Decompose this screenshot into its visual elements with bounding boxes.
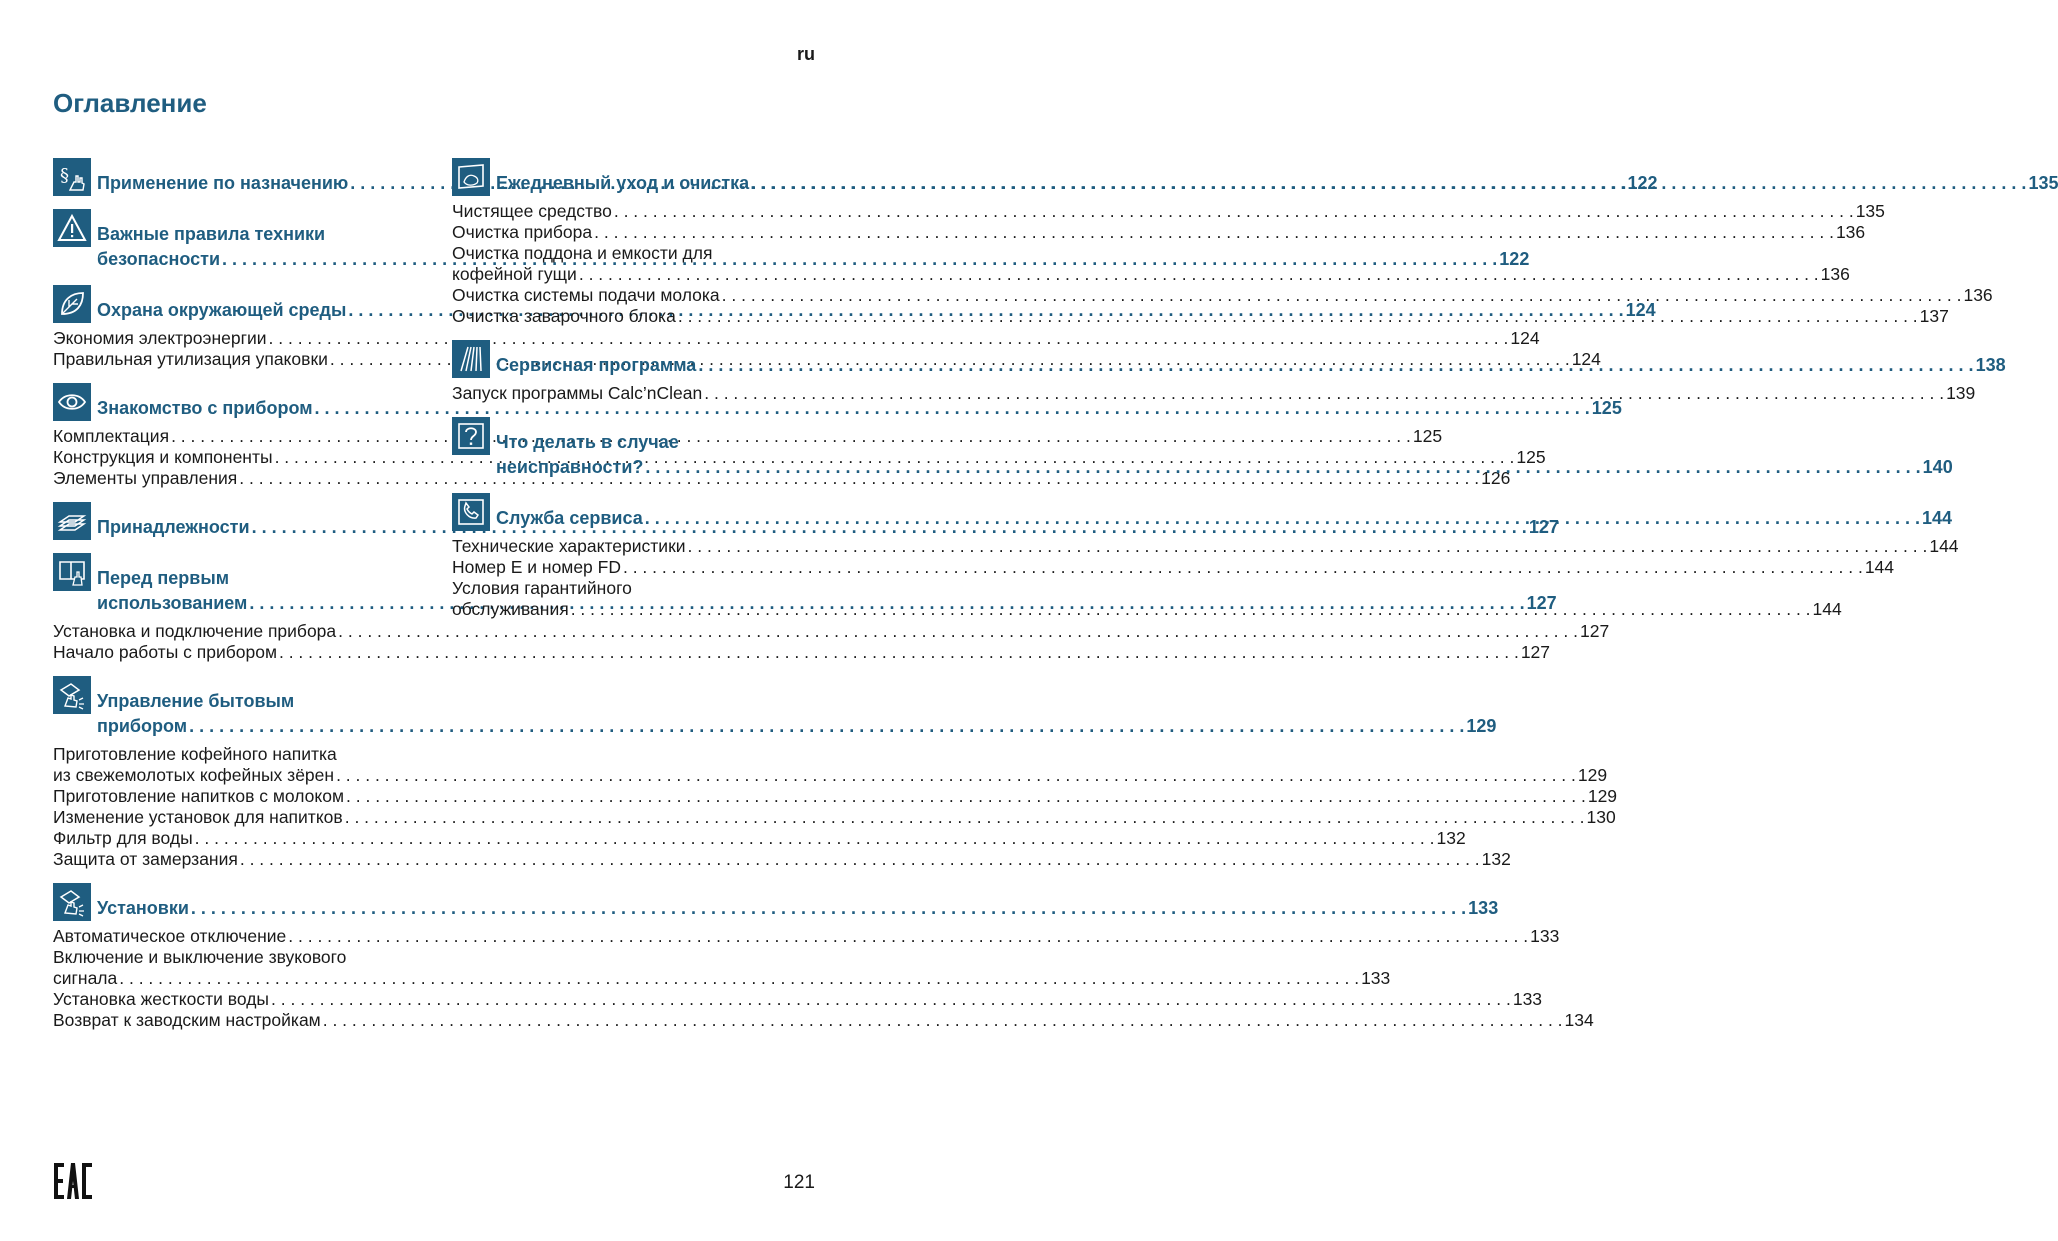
- toc-entry[interactable]: [53, 989, 1543, 1010]
- section-title: [496, 340, 2006, 378]
- toc-entry[interactable]: [53, 1010, 1594, 1031]
- toc-entry[interactable]: [53, 328, 1540, 349]
- entry-line: [53, 328, 1540, 349]
- entry-line: [53, 989, 1543, 1010]
- entry-text: Экономия электроэнергии: [53, 328, 267, 348]
- entry-line: [452, 201, 1885, 222]
- toc-entry[interactable]: [53, 947, 1391, 989]
- entry-text-line: Включение и выключение звукового: [53, 947, 347, 967]
- dot-leader: [277, 642, 1521, 663]
- toc-entry[interactable]: [452, 222, 1866, 243]
- dot-leader: [621, 557, 1865, 578]
- entry-line: [53, 786, 1618, 807]
- entry-text: Автоматическое отключение: [53, 926, 287, 946]
- section-title-line: Важные правила техники: [97, 224, 326, 244]
- entry-page: 125: [1412, 426, 1443, 446]
- dot-leader: [577, 264, 1821, 285]
- leaf-icon: [53, 285, 91, 323]
- section-title-line: [97, 714, 1496, 739]
- entry-text: из свежемолотых кофейных зёрен: [53, 765, 335, 785]
- entry-line: [53, 926, 1560, 947]
- entry-text: Изменение установок для напитков: [53, 807, 343, 827]
- section-title-page: 138: [1975, 355, 2006, 375]
- toc-entry[interactable]: [53, 926, 1560, 947]
- toc-entry[interactable]: [53, 807, 1616, 828]
- section-title-page: 127: [1528, 517, 1559, 537]
- entry-page: 132: [1436, 828, 1466, 848]
- entry-text: Очистка системы подачи молока: [452, 285, 720, 305]
- entry-text-line: Условия гарантийного: [452, 578, 632, 598]
- section-title-page: 125: [1591, 398, 1622, 418]
- section-title-page: 133: [1468, 898, 1499, 918]
- section-title: [496, 417, 1953, 480]
- dot-leader: [238, 849, 1482, 870]
- section-title-line: [496, 455, 1953, 480]
- entry-page: 144: [1929, 536, 1959, 556]
- entry-page: 130: [1586, 807, 1616, 827]
- section-title-text: Служба сервиса: [496, 508, 643, 528]
- entry-page: 144: [1864, 557, 1895, 577]
- section-title-text: Знакомство с прибором: [97, 398, 313, 418]
- toc-section[interactable]: [53, 676, 1618, 870]
- entry-text: Защита от замерзания: [53, 849, 238, 869]
- section-title-page: 144: [1921, 508, 1953, 528]
- toc-entry[interactable]: [452, 201, 1885, 222]
- entry-text: сигнала: [53, 968, 118, 988]
- section-title-text: безопасности: [97, 249, 221, 269]
- hand-control-icon: [53, 676, 91, 714]
- section-entries: [53, 926, 1594, 1031]
- entry-text: Запуск программы Calc’nClean: [452, 383, 703, 403]
- toc-entry[interactable]: [53, 786, 1618, 807]
- section-title-text: Ежедневный уход и очистка: [496, 173, 750, 193]
- dot-leader: [569, 599, 1813, 620]
- dot-leader: [720, 285, 1964, 306]
- entry-line: [53, 807, 1616, 828]
- phone-icon: [452, 493, 490, 531]
- entry-page: 133: [1530, 926, 1560, 946]
- entry-text: Установка жесткости воды: [53, 989, 270, 1009]
- dot-leader: [643, 455, 1922, 480]
- entry-page: 136: [1835, 222, 1866, 242]
- entry-text: Очистка прибора: [452, 222, 593, 242]
- toc-entry[interactable]: [452, 536, 1959, 557]
- section-title-text: Применение по назначению: [97, 173, 349, 193]
- dot-leader: [187, 714, 1466, 739]
- layers-icon: [53, 502, 91, 540]
- entry-line: [53, 468, 1511, 489]
- toc-entry[interactable]: [452, 557, 1895, 578]
- entry-page: 144: [1812, 599, 1842, 619]
- dot-leader: [696, 353, 1975, 378]
- section-title: [496, 158, 2058, 196]
- section-entries: [452, 383, 1976, 404]
- entry-text-line: Приготовление кофейного напитка: [53, 744, 337, 764]
- section-heading[interactable]: [53, 676, 1497, 739]
- entry-line: [452, 264, 1850, 285]
- entry-line: [452, 536, 1959, 557]
- entry-line: [53, 765, 1608, 786]
- entry-page: 125: [1516, 447, 1546, 467]
- entry-text: Конструкция и компоненты: [53, 447, 273, 467]
- dot-leader: [189, 896, 1468, 921]
- entry-line: [53, 621, 1610, 642]
- page-number: 121: [783, 1172, 815, 1193]
- dot-leader: [643, 506, 1922, 531]
- dot-leader: [269, 989, 1513, 1010]
- entry-page: 133: [1512, 989, 1543, 1009]
- section-title: [496, 493, 1952, 531]
- entry-line: [452, 285, 1993, 306]
- entry-text: Правильная утилизация упаковки: [53, 349, 328, 369]
- entry-line: [452, 222, 1866, 243]
- entry-page: 124: [1571, 349, 1601, 369]
- dot-leader: [193, 828, 1437, 849]
- section-title-page: 124: [1625, 300, 1656, 320]
- entry-page: 129: [1587, 786, 1618, 806]
- entry-text: Номер E и номер FD: [452, 557, 621, 577]
- entry-page: 127: [1520, 642, 1551, 662]
- toc-section[interactable]: [53, 883, 1594, 1031]
- entry-text: Установка и подключение прибора: [53, 621, 337, 641]
- dot-leader: [592, 222, 1836, 243]
- entry-text: Технические характеристики: [452, 536, 686, 556]
- section-title-text: прибором: [97, 716, 188, 736]
- service-program-icon: [452, 340, 490, 378]
- question-icon: [452, 417, 490, 455]
- toc-entry[interactable]: [452, 285, 1993, 306]
- section-title-line: [97, 896, 1498, 921]
- section-title-text: Охрана окружающей среды: [97, 300, 347, 320]
- entry-text: Возврат к заводским настройкам: [53, 1010, 321, 1030]
- language-code: ru: [797, 44, 815, 64]
- section-title-line: Управление бытовым: [97, 691, 295, 711]
- entry-page: 133: [1361, 968, 1391, 988]
- section-title-text: Установки: [97, 898, 189, 918]
- entry-page: 134: [1564, 1010, 1594, 1030]
- toc-entry[interactable]: [53, 828, 1466, 849]
- book-hand-icon: [53, 553, 91, 591]
- dot-leader: [334, 765, 1578, 786]
- section-title-line: [496, 171, 2058, 196]
- section-title-text: Принадлежности: [97, 517, 250, 537]
- section-title-text: неисправности?: [496, 457, 644, 477]
- hand-control-icon: [53, 883, 91, 921]
- section-title-line: Что делать в случае: [496, 432, 679, 452]
- warning-icon: [53, 209, 91, 247]
- toc-entry[interactable]: [53, 468, 1511, 489]
- entry-page: 126: [1481, 468, 1511, 488]
- section-title-page: 135: [2028, 173, 2058, 193]
- dot-leader: [612, 201, 1856, 222]
- entry-text: кофейной гущи: [452, 264, 577, 284]
- entry-text: обслуживания: [452, 599, 569, 619]
- toc-entry[interactable]: [53, 642, 1551, 663]
- entry-line: [53, 849, 1511, 870]
- toc-entry[interactable]: [53, 849, 1511, 870]
- dot-leader: [344, 786, 1588, 807]
- dot-leader: [286, 926, 1530, 947]
- section-title-line: Перед первым: [97, 568, 230, 588]
- section-title-page: 140: [1922, 457, 1953, 477]
- section-title-line: [496, 353, 2006, 378]
- dot-leader: [117, 968, 1361, 989]
- entry-text: Комплектация: [53, 426, 170, 446]
- entry-line: [53, 968, 1391, 989]
- entry-text: Элементы управления: [53, 468, 238, 488]
- section-title-text: использованием: [97, 593, 248, 613]
- section-title-page: 122: [1499, 249, 1530, 269]
- section-title: [97, 883, 1498, 921]
- section-title-page: 122: [1627, 173, 1658, 193]
- svg-text:§: §: [60, 165, 69, 186]
- dot-leader: [749, 171, 2028, 196]
- entry-line: [452, 557, 1895, 578]
- toc-entry[interactable]: [452, 383, 1976, 404]
- dot-leader: [676, 306, 1920, 327]
- entry-page: 137: [1919, 306, 1949, 326]
- toc-entry[interactable]: [53, 744, 1608, 786]
- entry-line: [53, 642, 1551, 663]
- entry-page: 127: [1579, 621, 1610, 641]
- entry-page: 136: [1963, 285, 1993, 305]
- section-title-text: Сервисная программа: [496, 355, 697, 375]
- entry-page: 139: [1946, 383, 1976, 403]
- section-title-page: 129: [1466, 716, 1497, 736]
- entry-text: Очистка заварочного блока: [452, 306, 676, 326]
- entry-line: [452, 383, 1976, 404]
- page-title: Оглавление: [53, 88, 207, 118]
- section-entries: [53, 621, 1610, 663]
- entry-line: [53, 1010, 1594, 1031]
- dot-leader: [686, 536, 1930, 557]
- section-heading[interactable]: [53, 883, 1499, 921]
- section-entries: [53, 744, 1618, 870]
- entry-line: [53, 828, 1466, 849]
- paragraph-hand-icon: [53, 158, 91, 196]
- toc-entry[interactable]: [53, 621, 1610, 642]
- entry-page: 135: [1855, 201, 1885, 221]
- eac-mark-icon: [53, 1161, 93, 1201]
- dot-leader: [702, 383, 1946, 404]
- entry-page: 136: [1820, 264, 1850, 284]
- cleaning-hand-icon: [452, 158, 490, 196]
- entry-text: Фильтр для воды: [53, 828, 193, 848]
- dot-leader: [343, 807, 1587, 828]
- entry-text: Приготовление напитков с молоком: [53, 786, 345, 806]
- dot-leader: [321, 1010, 1565, 1031]
- section-title-line: [496, 506, 1952, 531]
- entry-page: 124: [1510, 328, 1540, 348]
- entry-text-line: Очистка поддона и емкости для: [452, 243, 713, 263]
- section-title: [97, 676, 1496, 739]
- entry-page: 129: [1577, 765, 1608, 785]
- entry-text: Начало работы с прибором: [53, 642, 277, 662]
- entry-page: 132: [1481, 849, 1511, 869]
- eye-icon: [53, 383, 91, 421]
- entry-text: Чистящее средство: [452, 201, 612, 221]
- section-title-page: 127: [1526, 593, 1557, 613]
